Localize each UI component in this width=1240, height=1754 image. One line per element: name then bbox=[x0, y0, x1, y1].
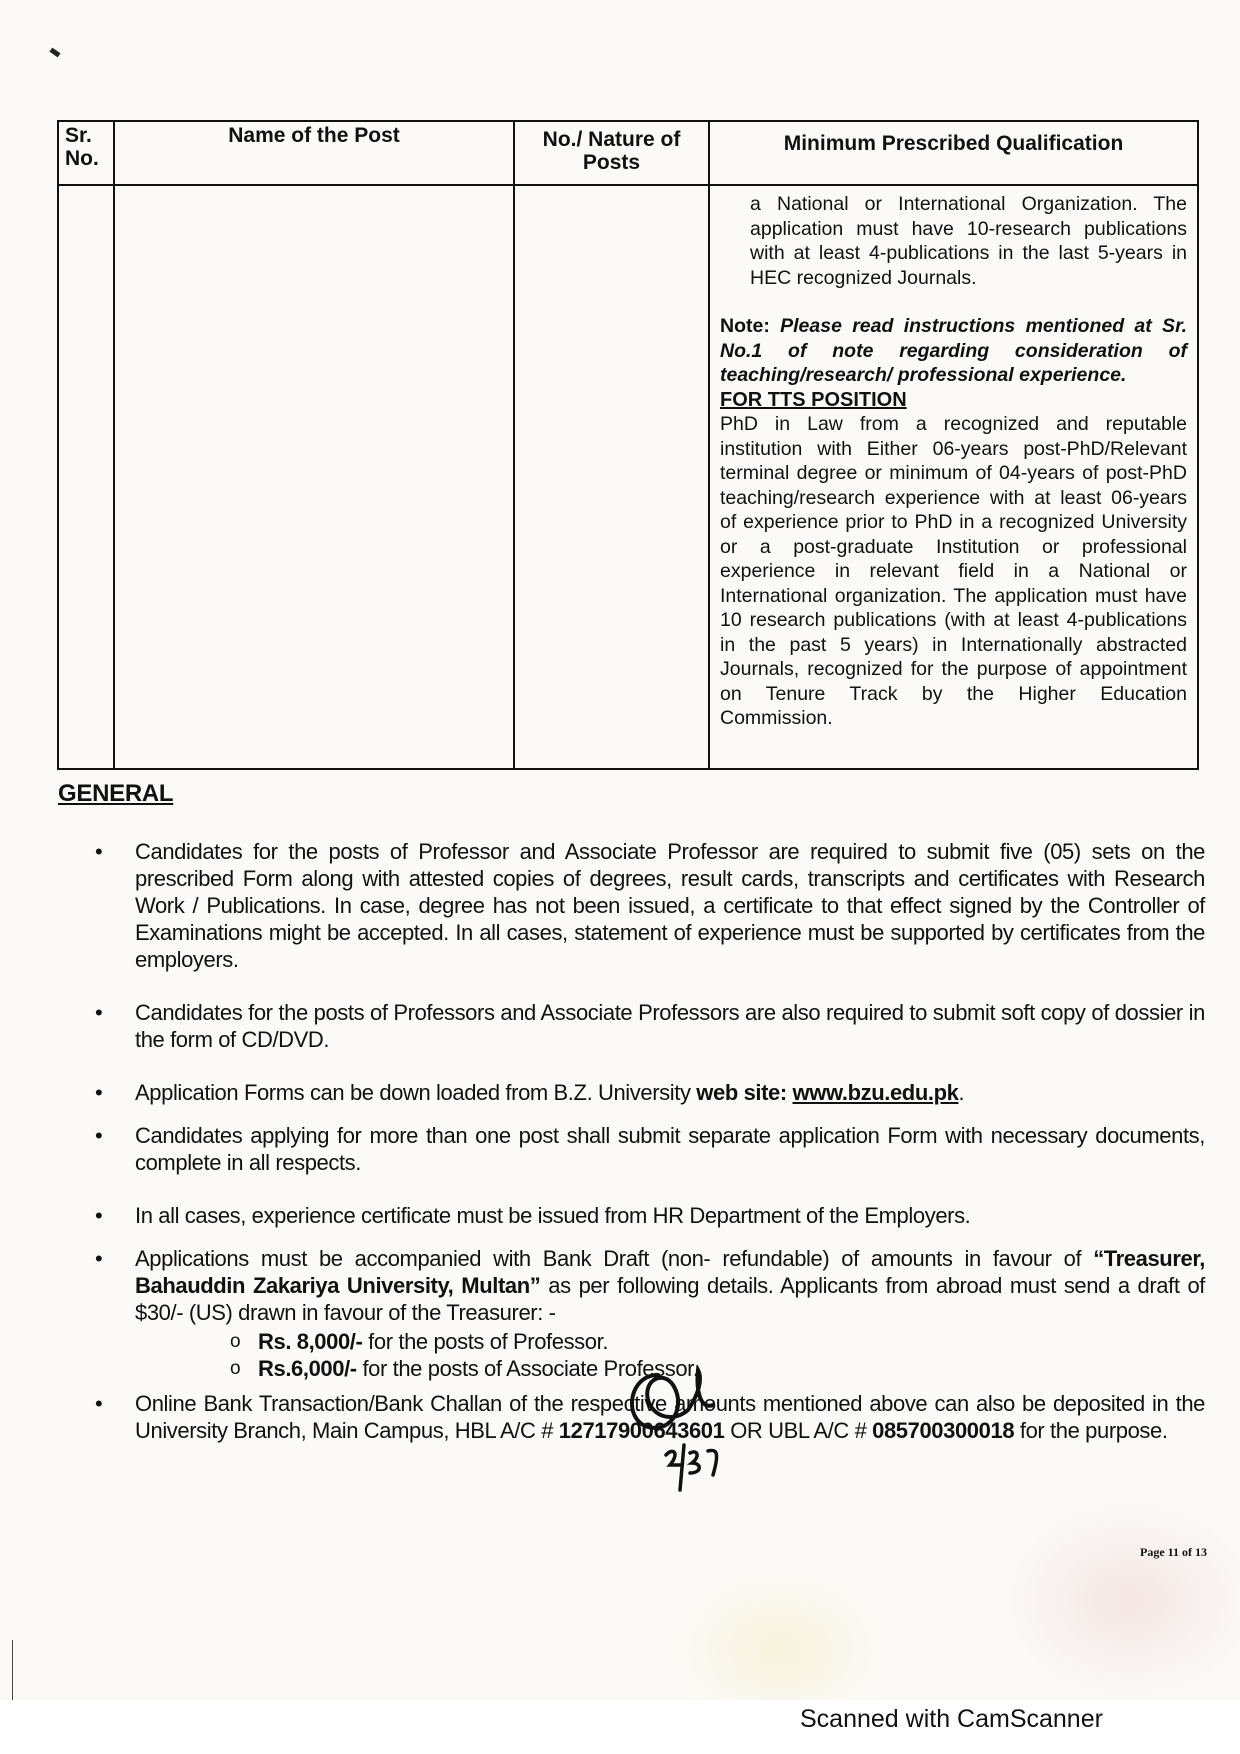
page-number: Page 11 of 13 bbox=[1140, 1545, 1207, 1559]
posts-table bbox=[57, 120, 1199, 770]
tts-text: PhD in Law from a recognized and reputable institution with Either 06-years post-PhD/Relevant terminal degree or minimum of 04-years of post-PhD teaching/research experience with at least 06-years of experience prior to PhD in a recognized University or a post-graduate Institution or professional experience in relevant field in a National or International organization. The application must have 10 research publications (with at least 4-publications in the past 5 years) in Internationally abstracted Journals, recognized for the purpose of appointment on Tenure Track by the Higher Education Commission. bbox=[720, 413, 1187, 729]
note-text: Please read instructions mentioned at Sr. No.1 of note regarding consideration of teaching/research/ professional experience. bbox=[720, 315, 1187, 386]
fee-professor: o Rs. 8,000/- for the posts of Professor. bbox=[230, 1328, 1205, 1355]
camscanner-footer: Scanned with CamScanner bbox=[800, 1705, 1103, 1733]
qualification-note bbox=[720, 314, 1187, 388]
cell-name bbox=[114, 185, 514, 769]
signature-icon bbox=[618, 1365, 768, 1515]
ubl-account: 085700300018 bbox=[872, 1418, 1015, 1443]
bullet-bank-draft: • Applications must be accompanied with Bank Draft (non- refundable) of amounts in favour of “Treasurer, Bahauddin Zakariya University, Multan” as per following details. Applicants from abroad must send a draft of $30/- (US) drawn in favour of the Treasurer: - o Rs. 8,000/- for the posts of Professor. o Rs.6,000/- for the posts of Associate Professor. bbox=[95, 1245, 1205, 1382]
table-row bbox=[58, 185, 1198, 769]
hbl-account: 12717900643601 bbox=[558, 1418, 725, 1443]
bullet-soft-copy: • Candidates for the posts of Professors and Associate Professors are also required to submit soft copy of dossier in the form of CD/DVD. bbox=[95, 999, 1205, 1053]
cell-nature bbox=[514, 185, 709, 769]
header-sr-no: Sr. No. bbox=[58, 121, 114, 185]
bullet-multiple-posts: • Candidates applying for more than one post shall submit separate application Form with necessary documents, complete in all respects. bbox=[95, 1122, 1205, 1176]
bullet-online-bank: • Online Bank Transaction/Bank Challan of the respective amounts mentioned above can also be deposited in the University Branch, Main Campus, HBL A/C # 12717900643601 OR UBL A/C # 085700300018 for the purpose. bbox=[95, 1390, 1205, 1444]
header-qualification: Minimum Prescribed Qualification bbox=[709, 121, 1198, 185]
treasurer-name: “Treasurer, Bahauddin Zakariya University, Multan” bbox=[135, 1246, 1205, 1298]
tts-heading: FOR TTS POSITION bbox=[720, 388, 907, 411]
bullet-application-forms: • Application Forms can be down loaded from B.Z. University web site: www.bzu.edu.pk. bbox=[95, 1079, 1205, 1106]
bullet-experience-certificate: • In all cases, experience certificate must be issued from HR Department of the Employers. bbox=[95, 1202, 1205, 1229]
note-label: Note: bbox=[720, 315, 770, 337]
scan-edge-line bbox=[12, 1640, 13, 1700]
general-heading: GENERAL bbox=[58, 780, 174, 807]
website-link[interactable]: www.bzu.edu.pk bbox=[792, 1080, 959, 1105]
scan-mark bbox=[49, 48, 60, 58]
header-nature-of-posts: No./ Nature of Posts bbox=[514, 121, 709, 185]
qualification-continuation: a National or International Organization. The application must have 10-research publications with at least 4-publications in the last 5-years in HEC recognized Journals. bbox=[750, 193, 1187, 289]
bullet-submission-sets: • Candidates for the posts of Professor and Associate Professor are required to submit five (05) sets on the prescribed Form along with attested copies of degrees, result cards, transcripts and certificates with Research Work / Publications. In case, degree has not been issued, a certificate to that effect signed by the Controller of Examinations might be accepted. In all cases, statement of experience must be supported by certificates from the employers. bbox=[95, 838, 1205, 973]
cell-sr bbox=[58, 185, 114, 769]
cell-qualification bbox=[709, 185, 1198, 769]
header-name-of-post: Name of the Post bbox=[114, 121, 514, 185]
table-header-row bbox=[58, 121, 1198, 185]
fee-associate-professor: o Rs.6,000/- for the posts of Associate Professor. bbox=[230, 1355, 1205, 1382]
